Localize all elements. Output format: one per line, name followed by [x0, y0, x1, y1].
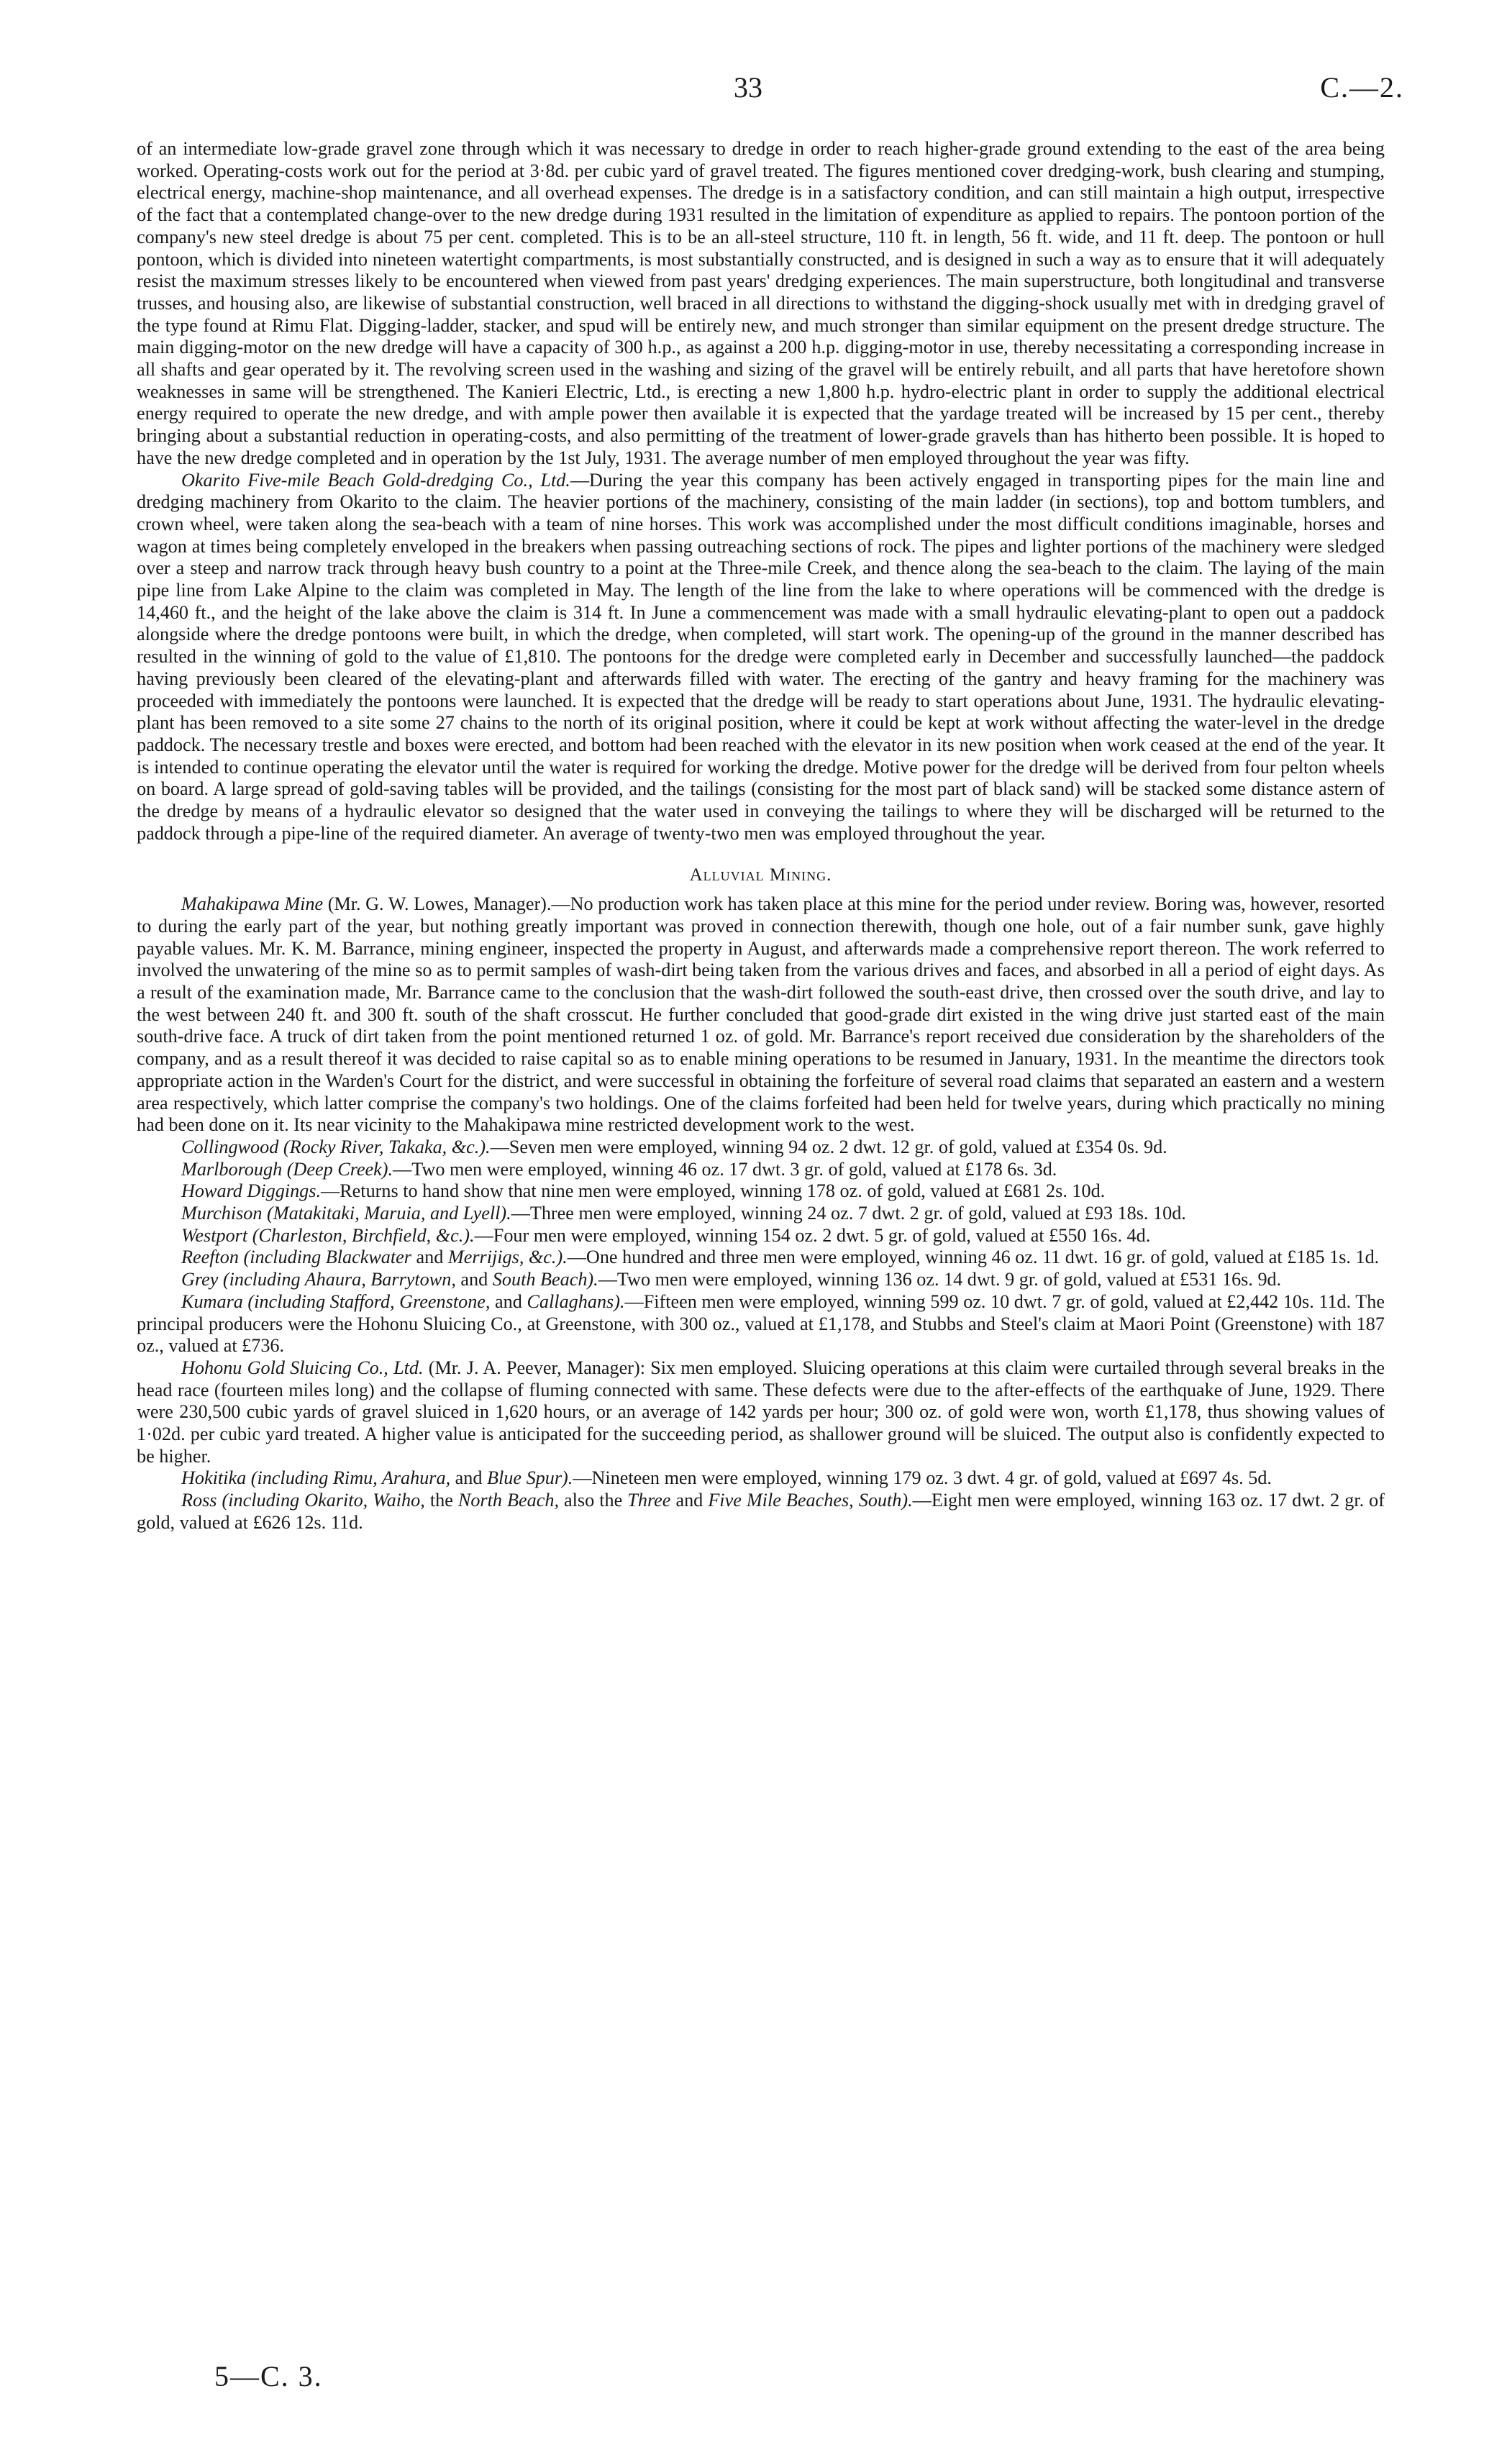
- paragraph-collingwood: [137, 1137, 1385, 1159]
- paragraph-text: —One hundred and three men were employed, winning 46 oz. 11 dwt. 16 gr. of gold, valued at £185 1s. 1d.: [567, 1247, 1380, 1268]
- paragraph-text: —During the year this company has been actively engaged in transporting pipes for the main line and dredging machinery from Okarito to the claim. The heavier portions of the machinery, consisting of the main ladder (in sections), top and bottom tumblers, and crown wheel, were taken along the sea-beach with a team of nine horses. This work was accomplished under the most difficult conditions imaginable, horses and wagon at times being completely enveloped in the breakers when passing outreaching sections of rock. The pipes and lighter portions of the machinery were sledged over a steep and narrow track through heavy bush country to a point at the Three-mile Creek, and thence along the sea-beach to the claim. The laying of the main pipe line from Lake Alpine to the claim was completed in May. The length of the line from the lake to where operations will be commenced with the dredge is 14,460 ft., and the height of the lake above the claim is 314 ft. In June a commencement was made with a small hydraulic elevating-plant to open out a paddock alongside where the dredge pontoons were built, in which the dredge, when completed, will start work. The opening-up of the ground in the manner described has resulted in the winning of gold to the value of £1,810. The pontoons for the dredge were completed early in December and successfully launched—the paddock having previously been cleared of the elevating-plant and afterwards filled with water. The erecting of the gantry and heavy framing for the machinery was proceeded with immediately the pontoons were launched. It is expected that the dredge will be ready to start operations about June, 1931. The hydraulic elevating-plant has been removed to a site some 27 chains to the north of its original position, where it could be kept at work without affecting the water-level in the dredge paddock. The necessary trestle and boxes were erected, and bottom had been reached with the elevator in its new position when work ceased at the end of the year. It is intended to continue operating the elevator until the water is required for working the dredge. Motive power for the dredge will be derived from four pelton wheels on board. A large spread of gold-saving tables will be provided, and the tailings (consisting for the most part of black sand) will be stacked some distance astern of the dredge by means of a hydraulic elevator so designed that the water used in conveying the tailings to where they will be discharged will be returned to the paddock through a pipe-line of the required diameter. An average of twenty-two men was employed throughout the year.: [137, 469, 1385, 844]
- page-header: [0, 70, 1512, 114]
- paragraph-lead: North Beach,: [457, 1490, 559, 1511]
- paragraph-lead-connector: and: [670, 1490, 709, 1511]
- paragraph-lead: Three: [627, 1490, 671, 1511]
- document-body: [137, 138, 1385, 1534]
- paragraph-rimu-dredge-continued: of an intermediate low-grade gravel zone through which it was necessary to dredge in order to reach higher-grade ground extending to the east of the area being worked. Operating-costs work out for the period at 3·8d. per cubic yard of gravel treated. The figures mentioned cover dredging-work, bush clearing and stumping, electrical energy, machine-shop maintenance, and all overhead expenses. The dredge is in a satisfactory condition, and can still maintain a high output, irrespective of the fact that a contemplated change-over to the new dredge during 1931 resulted in the limitation of expenditure as applied to repairs. The pontoon portion of the company's new steel dredge is about 75 per cent. completed. This is to be an all-steel structure, 110 ft. in length, 56 ft. wide, and 11 ft. deep. The pontoon or hull pontoon, which is divided into nineteen watertight compartments, is most substantially constructed, and is designed in such a way as to ensure that it will adequately resist the maximum stresses likely to be encountered when viewed from past years' dredging experiences. The main superstructure, both longitudinal and transverse trusses, and housing also, are likewise of substantial construction, well braced in all directions to withstand the digging-shock usually met with in dredging gravel of the type found at Rimu Flat. Digging-ladder, stacker, and spud will be entirely new, and much stronger than similar equipment on the present dredge structure. The main digging-motor on the new dredge will have a capacity of 300 h.p., as against a 200 h.p. digging-motor in use, thereby necessitating a corresponding increase in all shafts and gear operated by it. The revolving screen used in the washing and sizing of the gravel will be entirely rebuilt, and all parts that have heretofore shown weaknesses in same will be strengthened. The Kanieri Electric, Ltd., is erecting a new 1,800 h.p. hydro-electric plant in order to supply the additional electrical energy required to operate the new dredge, and with ample power then available it is expected that the yardage treated will be increased by 15 per cent., thereby bringing about a substantial reduction in operating-costs, and also permitting of the treatment of lower-grade gravels than has hitherto been possible. It is hoped to have the new dredge completed and in operation by the 1st July, 1931. The average number of men employed throughout the year was fifty.: [137, 138, 1385, 468]
- paragraph-text: —Four men were employed, winning 154 oz. 2 dwt. 5 gr. of gold, valued at £550 16s. 4d.: [474, 1224, 1151, 1246]
- page-number: 33: [734, 71, 762, 104]
- paragraph-mahakipawa-mine: [137, 893, 1385, 1137]
- paragraph-lead: Hokitika (including: [181, 1467, 333, 1489]
- paragraph-grey: [137, 1269, 1385, 1291]
- paragraph-lead: Murchison (Matakitaki, Maruia, and Lyell).: [181, 1203, 511, 1224]
- paragraph-lead: South Beach).: [492, 1269, 598, 1290]
- paragraph-text: (Mr. G. W. Lowes, Manager).—No production work has taken place at this mine for the period under review. Boring was, however, resorted to during the early part of the year, but nothing greatly important was proved in connection therewith, though one hole, out of a fair number sunk, gave highly payable values. Mr. K. M. Barrance, mining engineer, inspected the property in August, and afterwards made a comprehensive report thereon. The work referred to involved the unwatering of the mine so as to permit samples of wash-dirt being taken from the various drives and faces, and absorbed in all a period of eight days. As a result of the examination made, Mr. Barrance came to the conclusion that the wash-dirt followed the south-east drive, then crossed over the south drive, and lay to the west between 240 ft. and 300 ft. south of the shaft crosscut. He further concluded that good-grade dirt existed in the wing drive just started east of the main south-drive face. A truck of dirt taken from the point mentioned returned 1 oz. of gold. Mr. Barrance's report received due consideration by the shareholders of the company, and as a result thereof it was decided to raise capital so as to enable mining operations to be resumed in January, 1931. In the meantime the directors took appropriate action in the Warden's Court for the district, and were successful in obtaining the forfeiture of several road claims that separated an eastern and a western area respectively, which latter comprise the company's two holdings. One of the claims forfeited had been held for twelve years, during which practically no mining had been done on it. Its near vicinity to the Mahakipawa mine restricted development work to the west.: [137, 893, 1385, 1136]
- paragraph-lead: Blackwater: [325, 1247, 411, 1268]
- paragraph-lead: Howard Diggings.: [181, 1180, 322, 1202]
- paragraph-howard-diggings: [137, 1180, 1385, 1203]
- paragraph-okarito-dredging: [137, 470, 1385, 845]
- paragraph-text: —Eight men were employed, winning 163 oz. 17 dwt. 2 gr. of gold, valued at £626 12s. 11d.: [137, 1490, 1385, 1533]
- paragraph-lead: Marlborough (Deep Creek).: [181, 1158, 393, 1180]
- paragraph-text: —Nineteen men were employed, winning 179 oz. 3 dwt. 4 gr. of gold, valued at £697 4s. 5d.: [573, 1467, 1272, 1489]
- paragraph-reefton: [137, 1247, 1385, 1269]
- paragraph-lead: Okarito Five-mile Beach Gold-dredging Co., Ltd.: [181, 469, 570, 491]
- paragraph-lead-connector: and: [455, 1269, 493, 1290]
- paragraph-text: —Returns to hand show that nine men were employed, winning 178 oz. of gold, valued at £681 2s. 10d.: [321, 1180, 1106, 1202]
- paragraph-kumara: [137, 1291, 1385, 1357]
- paragraph-lead: Hohonu Gold Sluicing Co., Ltd.: [181, 1357, 424, 1378]
- paragraph-lead-connector: also the: [559, 1490, 628, 1511]
- paragraph-lead: Mahakipawa Mine: [181, 893, 324, 915]
- footer-signature-mark: 5—C. 3.: [214, 2360, 323, 2392]
- paragraph-lead: Kumara (including: [181, 1290, 330, 1312]
- paragraph-lead: Merrijigs, &c.).: [447, 1247, 568, 1268]
- paragraph-lead-connector: and: [490, 1290, 527, 1312]
- paragraph-text: —Fifteen men were employed, winning 599 oz. 10 dwt. 7 gr. of gold, valued at £2,442 10s. 11d. The principal producers were the Hohonu Sluicing Co., at Greenstone, with 300 oz., valued at £1,178, and Stubbs and Steel's claim at Maori Point (Greenstone) with 187 oz., valued at £736.: [137, 1290, 1385, 1357]
- section-heading-alluvial-mining: Alluvial Mining.: [689, 865, 832, 885]
- document-reference: C.—2.: [1320, 71, 1404, 104]
- paragraph-lead: Ross (including: [181, 1490, 305, 1511]
- paragraph-text: —Seven men were employed, winning 94 oz. 2 dwt. 12 gr. of gold, valued at £354 0s. 9d.: [490, 1136, 1167, 1157]
- paragraph-lead: Five Mile Beaches, South).: [708, 1490, 913, 1511]
- paragraph-text: —Two men were employed, winning 136 oz. 14 dwt. 9 gr. of gold, valued at £531 16s. 9d.: [598, 1269, 1282, 1290]
- paragraph-lead: Westport (Charleston, Birchfield, &c.).: [181, 1224, 475, 1246]
- paragraph-lead: Ahaura, Barrytown,: [304, 1269, 456, 1290]
- paragraph-hohonu-sluicing: [137, 1357, 1385, 1468]
- paragraph-lead: Callaghans).: [527, 1290, 625, 1312]
- paragraph-text: —Three men were employed, winning 24 oz. 7 dwt. 2 gr. of gold, valued at £93 18s. 10d.: [511, 1203, 1186, 1224]
- paragraph-lead: Reefton (including: [181, 1247, 326, 1268]
- paragraph-lead: Collingwood (Rocky River, Takaka, &c.).: [181, 1136, 491, 1157]
- paragraph-lead: Blue Spur).: [487, 1467, 573, 1489]
- paragraph-lead-connector: the: [424, 1490, 458, 1511]
- paragraph-text: (Mr. J. A. Peever, Manager): Six men employed. Sluicing operations at this claim were curtailed through several breaks in the head race (fourteen miles long) and the collapse of fluming connected with same. These defects were due to the after-effects of the earthquake of June, 1929. There were 230,500 cubic yards of gravel sluiced in 1,620 hours, or an average of 142 yards per hour; 300 oz. of gold were won, worth £1,178, thus showing values of 1·02d. per cubic yard treated. A higher value is anticipated for the succeeding period, as shallower ground will be sluiced. The output also is confidently expected to be higher.: [137, 1357, 1385, 1467]
- paragraph-lead: Grey (including: [181, 1269, 305, 1290]
- paragraph-lead: Okarito, Waiho,: [304, 1490, 425, 1511]
- paragraph-westport: [137, 1225, 1385, 1247]
- paragraph-ross: [137, 1490, 1385, 1534]
- paragraph-text: —Two men were employed, winning 46 oz. 17 dwt. 3 gr. of gold, valued at £178 6s. 3d.: [393, 1158, 1057, 1180]
- paragraph-lead: Rimu, Arahura,: [332, 1467, 451, 1489]
- paragraph-murchison: [137, 1203, 1385, 1225]
- paragraph-lead-connector: and: [450, 1467, 488, 1489]
- paragraph-lead-connector: and: [411, 1247, 448, 1268]
- paragraph-marlborough: [137, 1159, 1385, 1181]
- paragraph-lead: Stafford, Greenstone,: [329, 1290, 491, 1312]
- paragraph-hokitika: [137, 1467, 1385, 1490]
